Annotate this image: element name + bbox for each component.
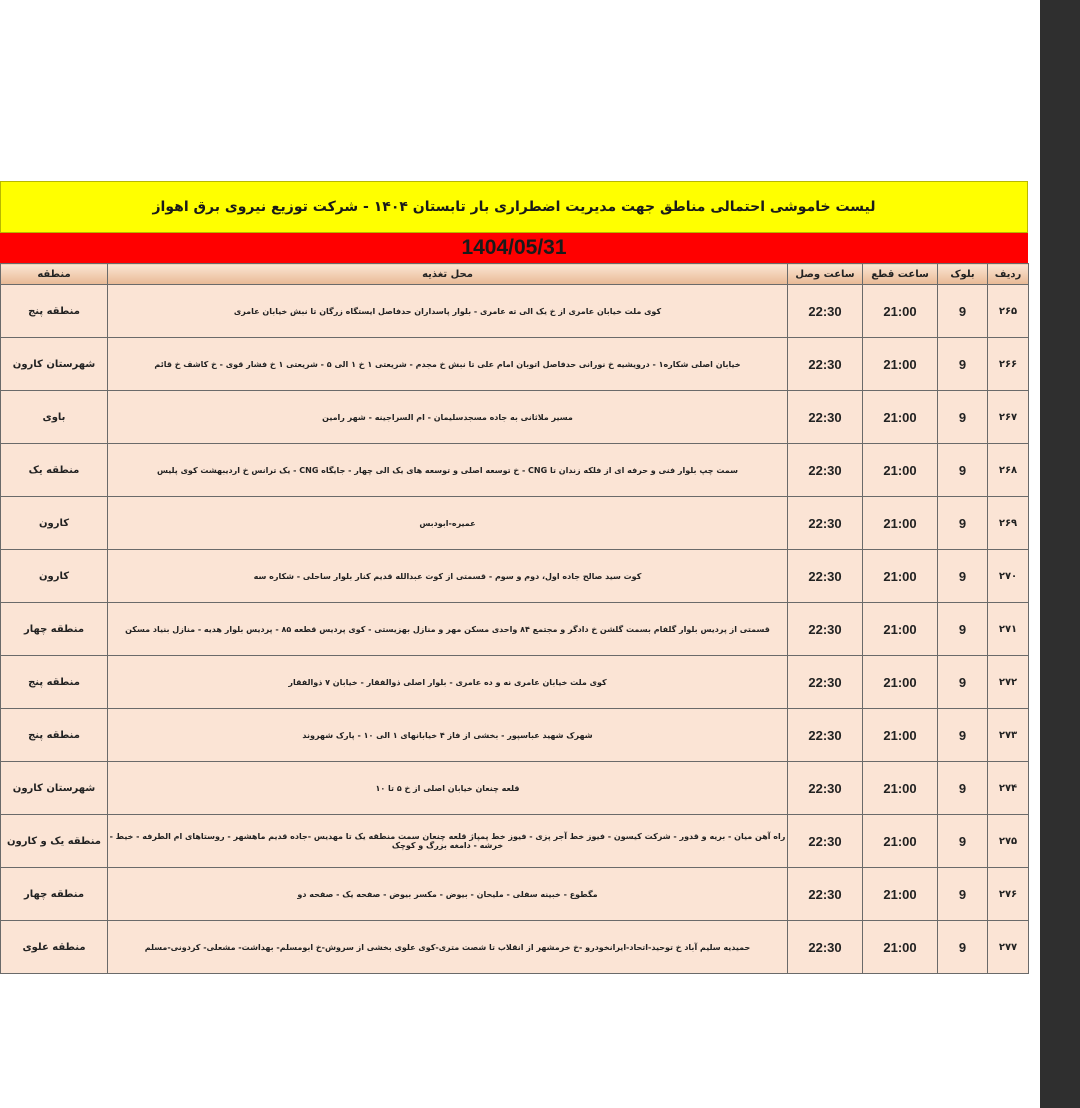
cell-block: 9 — [938, 338, 988, 391]
cell-row-number: ۲۶۵ — [988, 285, 1029, 338]
table-row — [1, 391, 1029, 444]
cell-block: 9 — [938, 656, 988, 709]
cell-connect-time: 22:30 — [788, 868, 863, 921]
cell-area: منطقه پنج — [1, 285, 108, 338]
cell-cut-time: 21:00 — [863, 762, 938, 815]
cell-cut-time: 21:00 — [863, 868, 938, 921]
cell-row-number: ۲۶۸ — [988, 444, 1029, 497]
cell-block: 9 — [938, 815, 988, 868]
cell-row-number: ۲۷۳ — [988, 709, 1029, 762]
cell-feed-location: سمت چپ بلوار فنی و حرفه ای از فلکه زندان تا CNG - خ توسعه اصلی و توسعه های یک الی چهار - جایگاه CNG - یک ترانس خ اردیبهشت کوی پلیس — [108, 444, 788, 497]
outage-table — [0, 263, 1029, 974]
cell-block: 9 — [938, 444, 988, 497]
cell-cut-time: 21:00 — [863, 603, 938, 656]
sheet-date: 1404/05/31 — [0, 233, 1028, 263]
cell-cut-time: 21:00 — [863, 391, 938, 444]
cell-connect-time: 22:30 — [788, 285, 863, 338]
cell-area: منطقه چهار — [1, 868, 108, 921]
cell-cut-time: 21:00 — [863, 444, 938, 497]
cell-block: 9 — [938, 497, 988, 550]
table-row — [1, 656, 1029, 709]
cell-row-number: ۲۶۷ — [988, 391, 1029, 444]
cell-row-number: ۲۷۲ — [988, 656, 1029, 709]
cell-feed-location: حمیدیه سلیم آباد خ توحید-اتحاد-ایرانخودرو -خ خرمشهر از انقلاب تا شصت متری-کوی علوی بخشی از سروش-خ ابومسلم- بهداشت- مشعلی- کردونی-مسلم — [108, 921, 788, 974]
cell-connect-time: 22:30 — [788, 497, 863, 550]
cell-area: منطقه یک و کارون — [1, 815, 108, 868]
cell-area: باوی — [1, 391, 108, 444]
cell-area: منطقه یک — [1, 444, 108, 497]
cell-cut-time: 21:00 — [863, 815, 938, 868]
table-row — [1, 338, 1029, 391]
cell-feed-location: مسیر ملاثانی به جاده مسجدسلیمان - ام السراجینه - شهر رامین — [108, 391, 788, 444]
cell-cut-time: 21:00 — [863, 550, 938, 603]
cell-feed-location: مگطوع - خبینه سفلی - ملیحان - بیوض - مکسر بیوض - صفحه یک - صفحه دو — [108, 868, 788, 921]
cell-feed-location: قلعه چنعان خیابان اصلی از خ ۵ تا ۱۰ — [108, 762, 788, 815]
table-header-row — [1, 264, 1029, 285]
cell-block: 9 — [938, 868, 988, 921]
cell-row-number: ۲۷۵ — [988, 815, 1029, 868]
cell-row-number: ۲۷۴ — [988, 762, 1029, 815]
cell-feed-location: قسمتی از پردیس بلوار گلفام بسمت گلشن خ دادگر و مجتمع ۸۴ واحدی مسکن مهر و منازل بهزیستی - کوی پردیس قطعه ۸۵ - پردیس بلوار هدیه - منازل بنیاد مسکن — [108, 603, 788, 656]
cell-row-number: ۲۶۹ — [988, 497, 1029, 550]
header-cut-time: ساعت قطع — [863, 264, 938, 285]
cell-cut-time: 21:00 — [863, 285, 938, 338]
table-row — [1, 444, 1029, 497]
cell-connect-time: 22:30 — [788, 762, 863, 815]
cell-row-number: ۲۷۶ — [988, 868, 1029, 921]
cell-block: 9 — [938, 709, 988, 762]
cell-area: منطقه علوی — [1, 921, 108, 974]
cell-connect-time: 22:30 — [788, 444, 863, 497]
header-feed-location: محل تغذیه — [108, 264, 788, 285]
cell-connect-time: 22:30 — [788, 338, 863, 391]
cell-area: کارون — [1, 550, 108, 603]
header-connect-time: ساعت وصل — [788, 264, 863, 285]
cell-area: منطقه پنج — [1, 709, 108, 762]
outage-sheet — [0, 181, 1028, 971]
cell-area: منطقه پنج — [1, 656, 108, 709]
cell-cut-time: 21:00 — [863, 338, 938, 391]
cell-area: کارون — [1, 497, 108, 550]
cell-block: 9 — [938, 603, 988, 656]
table-row — [1, 285, 1029, 338]
cell-feed-location: شهرک شهید عباسپور - بخشی از فاز ۴ خیابانهای ۱ الی ۱۰ - پارک شهروند — [108, 709, 788, 762]
table-body — [1, 285, 1029, 974]
cell-feed-location: راه آهن میان - بریه و قدور - شرکت کیسون - فیوز خط آجر پزی - فیوز خط پمپاژ قلعه چنعان سمت منطقه یک تا مهدیس -جاده قدیم ماهشهر - روستاهای ام الطرفه - خیط - خرشه - دامغه بزرگ و کوچک — [108, 815, 788, 868]
table-row — [1, 868, 1029, 921]
cell-connect-time: 22:30 — [788, 921, 863, 974]
cell-block: 9 — [938, 762, 988, 815]
table-row — [1, 709, 1029, 762]
cell-cut-time: 21:00 — [863, 497, 938, 550]
cell-connect-time: 22:30 — [788, 603, 863, 656]
cell-area: شهرستان کارون — [1, 762, 108, 815]
sheet-title: لیست خاموشی احتمالی مناطق جهت مدیریت اضطراری بار تابستان ۱۴۰۴ - شرکت توزیع نیروی برق اهواز — [0, 181, 1028, 233]
cell-cut-time: 21:00 — [863, 656, 938, 709]
cell-feed-location: عمیره-ابودبس — [108, 497, 788, 550]
cell-connect-time: 22:30 — [788, 656, 863, 709]
cell-row-number: ۲۶۶ — [988, 338, 1029, 391]
cell-row-number: ۲۷۰ — [988, 550, 1029, 603]
cell-connect-time: 22:30 — [788, 815, 863, 868]
table-row — [1, 497, 1029, 550]
cell-block: 9 — [938, 391, 988, 444]
cell-feed-location: خیابان اصلی شکاره۱ - درویشیه خ نورانی حدفاصل اتوبان امام علی تا نبش خ مجدم - شریعتی ۱ خ ۱ الی ۵ - شریعتی ۱ خ فشار قوی - خ کاشف خ قائم — [108, 338, 788, 391]
cell-cut-time: 21:00 — [863, 709, 938, 762]
cell-area: منطقه چهار — [1, 603, 108, 656]
cell-feed-location: کوی ملت خیابان عامری نه و ده عامری - بلوار اصلی ذوالفقار - خیابان ۷ ذوالفقار — [108, 656, 788, 709]
header-row-number: ردیف — [988, 264, 1029, 285]
cell-block: 9 — [938, 285, 988, 338]
header-block: بلوک — [938, 264, 988, 285]
cell-block: 9 — [938, 921, 988, 974]
table-row — [1, 762, 1029, 815]
cell-connect-time: 22:30 — [788, 709, 863, 762]
cell-row-number: ۲۷۷ — [988, 921, 1029, 974]
cell-connect-time: 22:30 — [788, 550, 863, 603]
cell-cut-time: 21:00 — [863, 921, 938, 974]
table-row — [1, 921, 1029, 974]
table-row — [1, 603, 1029, 656]
cell-feed-location: کوت سید صالح جاده اول، دوم و سوم - قسمتی از کوت عبدالله قدیم کنار بلوار ساحلی - شکاره سه — [108, 550, 788, 603]
cell-row-number: ۲۷۱ — [988, 603, 1029, 656]
table-row — [1, 550, 1029, 603]
table-row — [1, 815, 1029, 868]
cell-block: 9 — [938, 550, 988, 603]
cell-area: شهرستان کارون — [1, 338, 108, 391]
header-area: منطقه — [1, 264, 108, 285]
side-strip — [1040, 0, 1080, 1108]
cell-connect-time: 22:30 — [788, 391, 863, 444]
cell-feed-location: کوی ملت خیابان عامری از خ یک الی ته عامری - بلوار پاسداران حدفاصل ایستگاه زرگان تا نبش خیابان عامری — [108, 285, 788, 338]
